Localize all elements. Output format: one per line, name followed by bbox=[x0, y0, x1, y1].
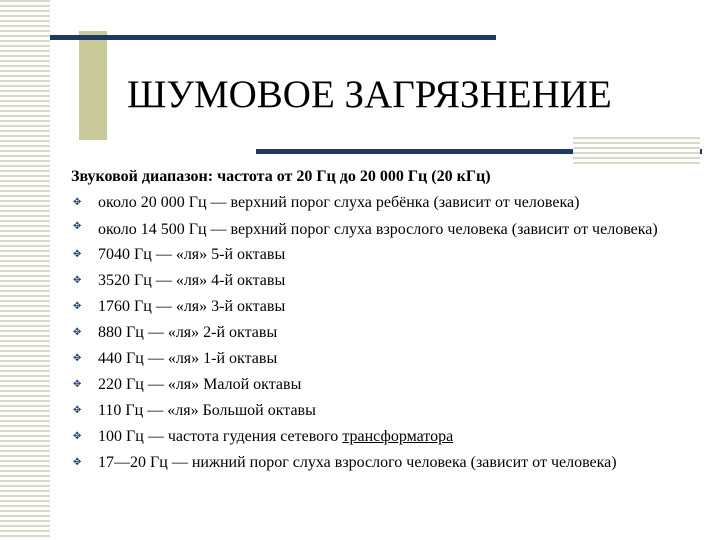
list-item bbox=[71, 190, 696, 216]
bullet-icon: ✥ bbox=[73, 327, 82, 338]
list-item bbox=[71, 450, 696, 476]
frequency-list bbox=[71, 190, 696, 476]
list-item-text: около 20 000 Гц — верхний порог слуха ребёнка (зависит от человека) bbox=[98, 194, 580, 211]
bullet-icon: ✥ bbox=[73, 431, 82, 442]
list-item bbox=[71, 294, 696, 320]
list-item-text: 440 Гц — «ля» 1-й октавы bbox=[98, 350, 278, 367]
accent-block bbox=[79, 31, 107, 140]
list-item bbox=[71, 268, 696, 294]
range-heading-text: : частота от 20 Гц до 20 000 Гц (20 кГц) bbox=[207, 168, 491, 185]
list-item-text: 100 Гц — частота гудения сетевого bbox=[98, 428, 343, 445]
list-item bbox=[71, 242, 696, 268]
list-item-text: 17—20 Гц — нижний порог слуха взрослого человека (зависит от человека) bbox=[98, 454, 617, 471]
list-item bbox=[71, 216, 696, 242]
list-item-text: 3520 Гц — «ля» 4-й октавы bbox=[98, 272, 286, 289]
top-rule bbox=[50, 35, 496, 40]
list-item-text: 110 Гц — «ля» Большой октавы bbox=[98, 402, 316, 419]
left-stripe-decoration bbox=[0, 0, 50, 540]
bullet-icon: ✥ bbox=[73, 301, 82, 312]
transformer-link[interactable]: трансформатора bbox=[342, 428, 454, 445]
bullet-icon: ✥ bbox=[73, 275, 82, 286]
range-heading bbox=[71, 164, 696, 190]
list-item-text: 220 Гц — «ля» Малой октавы bbox=[98, 376, 302, 393]
corner-stripe-decoration bbox=[573, 137, 700, 167]
list-item-text: 7040 Гц — «ля» 5-й октавы bbox=[98, 246, 286, 263]
list-item bbox=[71, 424, 696, 450]
bullet-icon: ✥ bbox=[73, 221, 82, 232]
list-item-text: 1760 Гц — «ля» 3-й октавы bbox=[98, 298, 286, 315]
bullet-icon: ✥ bbox=[73, 405, 82, 416]
slide-title: ШУМОВОЕ ЗАГРЯЗНЕНИЕ bbox=[127, 73, 612, 116]
list-item-text: 880 Гц — «ля» 2-й октавы bbox=[98, 324, 278, 341]
bullet-icon: ✥ bbox=[73, 379, 82, 390]
bullet-icon: ✥ bbox=[73, 249, 82, 260]
list-item bbox=[71, 346, 696, 372]
list-item bbox=[71, 398, 696, 424]
list-item-text: около 14 500 Гц — верхний порог слуха взрослого человека (зависит от человека) bbox=[98, 221, 658, 238]
list-item bbox=[71, 372, 696, 398]
range-heading-label: Звуковой диапазон bbox=[71, 168, 208, 185]
slide-content bbox=[71, 164, 696, 476]
bullet-icon: ✥ bbox=[73, 197, 82, 208]
bullet-icon: ✥ bbox=[73, 353, 82, 364]
list-item bbox=[71, 320, 696, 346]
bullet-icon: ✥ bbox=[73, 457, 82, 468]
